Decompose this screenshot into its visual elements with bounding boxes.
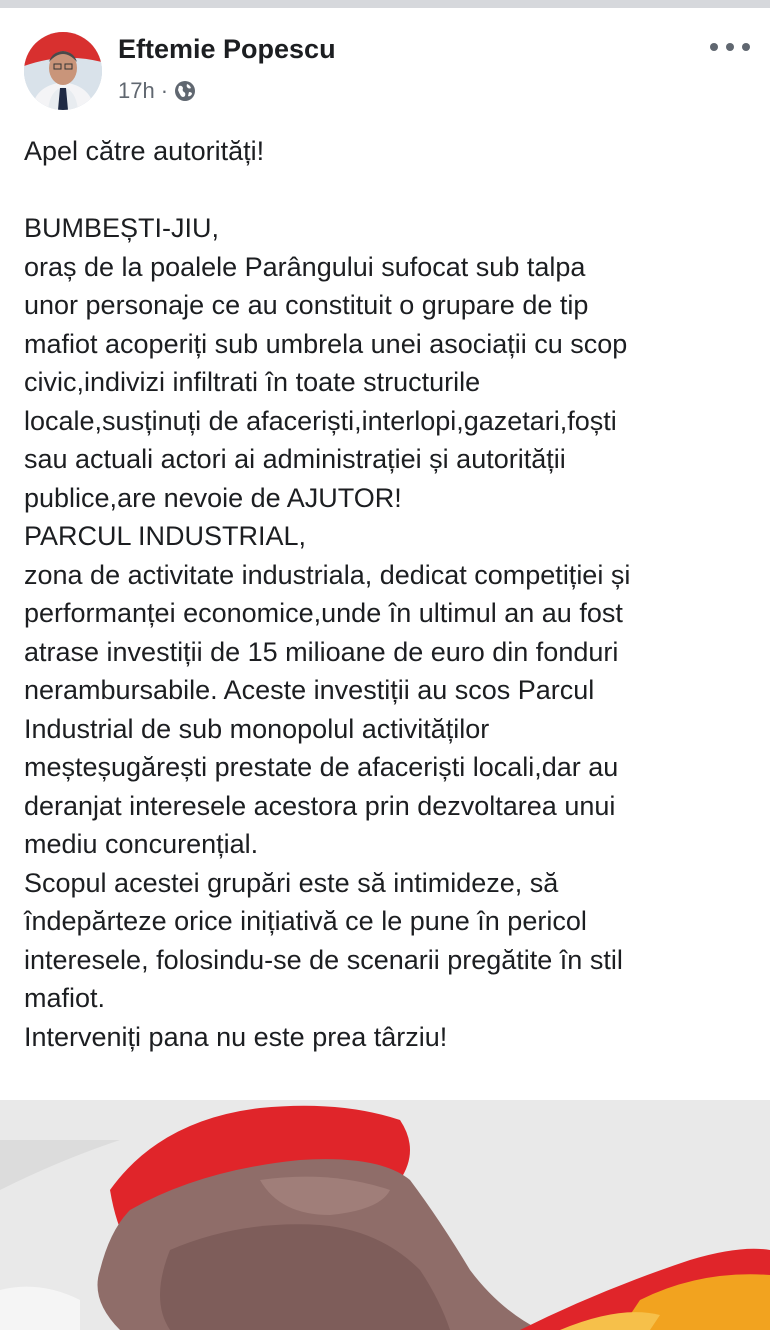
- paragraph-gap: [24, 171, 764, 210]
- author-name[interactable]: Eftemie Popescu: [118, 34, 336, 64]
- post-text-line: nerambursabile. Aceste investiții au scos Parcul: [24, 675, 595, 705]
- post-text-line: Interveniți pana nu este prea târziu!: [24, 1021, 448, 1052]
- post-text-line: interesele, folosindu-se de scenarii pregătite în stil: [24, 944, 623, 975]
- post-meta: [118, 78, 196, 104]
- post-text-line: Apel către autorități!: [24, 136, 265, 166]
- avatar[interactable]: [24, 32, 102, 110]
- post-text-line: performanței economice,unde în ultimul an au fost: [24, 598, 623, 628]
- post-text-line: sau actuali actori ai administrației și autorității: [24, 444, 566, 474]
- post-text-line: mafiot.: [24, 983, 106, 1013]
- post-text-line: civic,indivizi infiltrati în toate structurile: [24, 367, 481, 397]
- more-options-button[interactable]: [710, 32, 750, 62]
- post-text-line: locale,susținuți de afaceriști,interlopi,gazetari,foști: [24, 405, 617, 436]
- meta-separator: ·: [160, 78, 169, 103]
- top-divider: [0, 0, 770, 8]
- post-text-line: publice,are nevoie de AJUTOR!: [24, 482, 402, 513]
- post-text-line: Industrial de sub monopolul activităților: [24, 713, 490, 744]
- post-text-line: Scopul acestei grupări este să intimideze, să: [24, 867, 559, 898]
- post-image-graphic: [0, 1100, 770, 1330]
- post-text: [24, 132, 764, 1056]
- post-text-line: mafiot acoperiți sub umbrela unei asociații cu scop: [24, 328, 628, 359]
- post-text-line: PARCUL INDUSTRIAL,: [24, 521, 307, 551]
- post-text-line: BUMBEȘTI-JIU,: [24, 213, 220, 243]
- post-text-line: îndepărteze orice inițiativă ce le pune în pericol: [24, 906, 587, 936]
- post-text-line: zona de activitate industriala, dedicat competiției și: [24, 559, 631, 590]
- post-text-line: deranjat interesele acestora prin dezvoltarea unui: [24, 790, 616, 821]
- globe-icon[interactable]: [174, 80, 196, 102]
- post-header: [0, 22, 770, 118]
- post-text-line: atrase investiții de 15 milioane de euro din fonduri: [24, 636, 619, 667]
- avatar-photo: [24, 32, 102, 110]
- post-image[interactable]: [0, 1100, 770, 1330]
- post-text-line: oraș de la poalele Parângului sufocat sub talpa: [24, 251, 586, 282]
- post-text-line: meșteșugărești prestate de afaceriști locali,dar au: [24, 752, 619, 782]
- more-horizontal-icon: [710, 43, 718, 51]
- post-text-line: unor personaje ce au constituit o grupare de tip: [24, 290, 589, 320]
- post-text-line: mediu concurențial.: [24, 829, 259, 859]
- post-time[interactable]: 17h: [118, 78, 155, 103]
